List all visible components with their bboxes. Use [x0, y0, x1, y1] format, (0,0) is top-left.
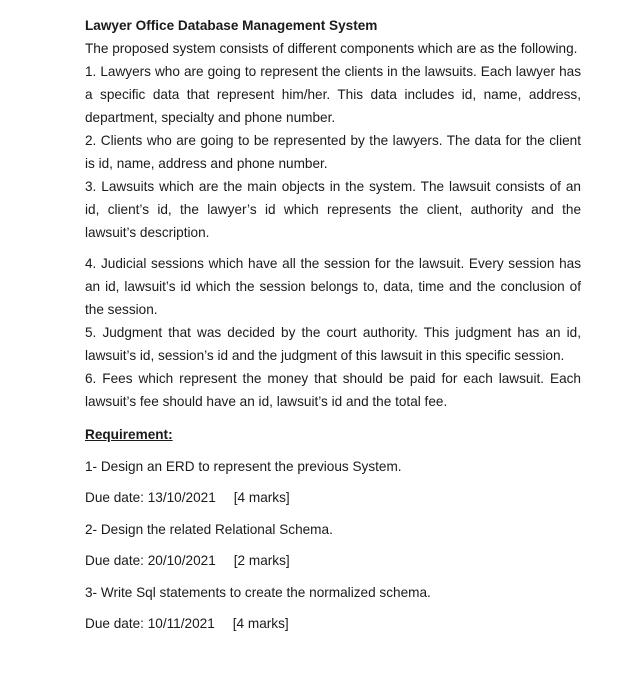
requirement-due-3: [85, 612, 581, 635]
assignment-document: [85, 14, 581, 635]
component-clients: 2. Clients who are going to be represented by the lawyers. The data for the client is id, name, address and phone number.: [85, 133, 581, 171]
due-date: Due date: 10/11/2021: [85, 616, 215, 631]
component-judicial-sessions: 4. Judicial sessions which have all the session for the lawsuit. Every session has an id, lawsuit’s id which the session belongs to, data, time and the conclusion of the session.: [85, 256, 581, 317]
requirement-due-2: [85, 549, 581, 572]
intro-paragraph: The proposed system consists of different components which are as the following.: [85, 41, 578, 56]
due-date: Due date: 20/10/2021: [85, 553, 216, 568]
requirement-due-1: [85, 486, 581, 509]
document-title: Lawyer Office Database Management System: [85, 18, 378, 33]
marks: [4 marks]: [233, 490, 290, 505]
marks: [2 marks]: [233, 553, 290, 568]
requirement-task-3: 3- Write Sql statements to create the normalized schema.: [85, 585, 431, 600]
component-lawyers: 1. Lawyers who are going to represent the clients in the lawsuits. Each lawyer has a specific data that represent him/her. This data includes id, name, address, department, specialty and phone number.: [85, 64, 581, 125]
due-date: Due date: 13/10/2021: [85, 490, 216, 505]
requirement-task-1: 1- Design an ERD to represent the previous System.: [85, 459, 402, 474]
marks: [4 marks]: [232, 616, 289, 631]
requirement-task-2: 2- Design the related Relational Schema.: [85, 522, 333, 537]
component-lawsuits: 3. Lawsuits which are the main objects in the system. The lawsuit consists of an id, client’s id, the lawyer’s id which represents the client, authority and the lawsuit’s description.: [85, 179, 581, 240]
requirement-heading: Requirement:: [85, 427, 173, 442]
component-fees: 6. Fees which represent the money that should be paid for each lawsuit. Each lawsuit’s fee should have an id, lawsuit’s id and the total fee.: [85, 371, 581, 409]
component-judgment: 5. Judgment that was decided by the court authority. This judgment has an id, lawsuit’s id, session’s id and the judgment of this lawsuit in this specific session.: [85, 325, 581, 363]
